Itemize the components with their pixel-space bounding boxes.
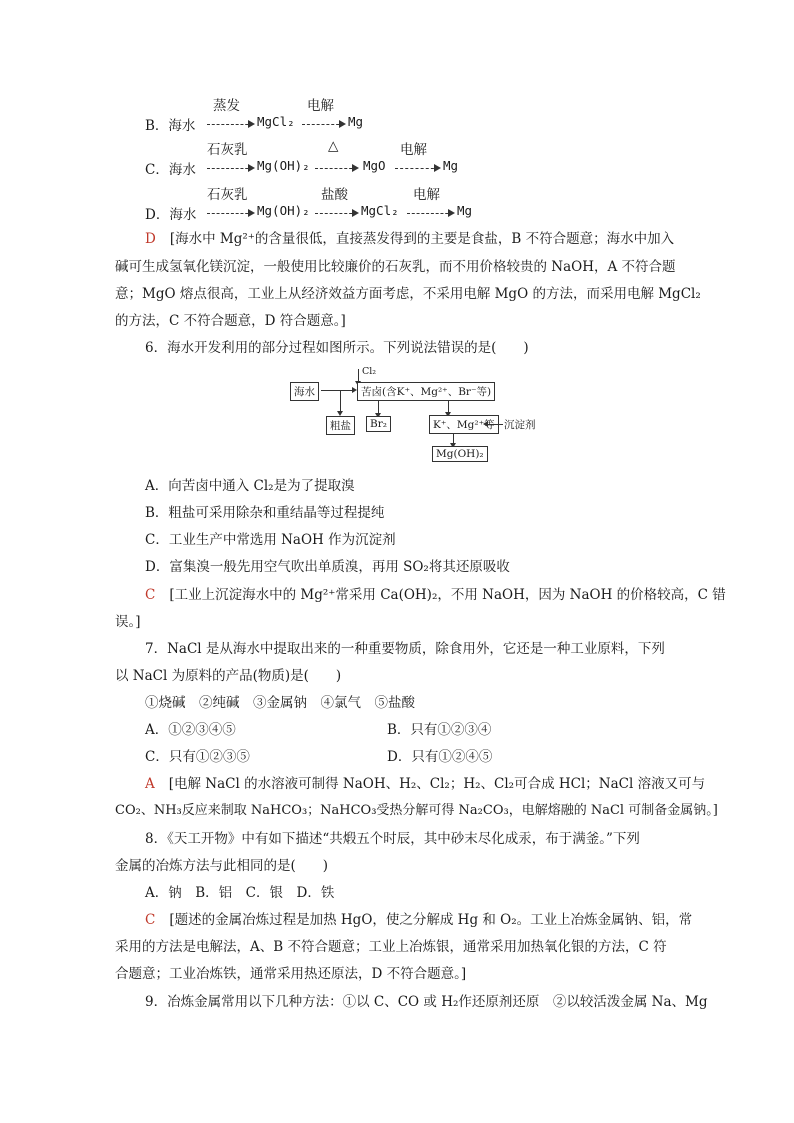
diagram-br2-box: Br₂	[366, 416, 391, 432]
q7-option-b: B．只有①②③④	[387, 722, 492, 738]
option-c-label: C．海水	[145, 162, 196, 178]
diagram-cl2-label: Cl₂	[362, 366, 377, 377]
reaction-arrow	[207, 213, 253, 214]
q7-option-d: D．只有①②④⑤	[387, 749, 493, 765]
diagram-arrow	[453, 433, 454, 444]
answer-letter: C	[145, 912, 156, 928]
q6-stem: 6．海水开发利用的部分过程如图所示。下列说法错误的是( )	[145, 340, 529, 356]
condition-label: 石灰乳	[207, 187, 248, 203]
q7-answer-line	[145, 774, 705, 794]
answer-text: [海水中 Mg²⁺的含量很低，直接蒸发得到的主要是食盐，B 不符合题意；海水中加入	[169, 231, 675, 247]
q6-option-b: B．粗盐可采用除杂和重结晶等过程提纯	[145, 505, 385, 521]
reaction-arrow	[407, 213, 453, 214]
condition-label: △	[328, 138, 339, 154]
answer-letter: A	[145, 776, 155, 792]
diagram-brine-box: 苦卤(含K⁺、Mg²⁺、Br⁻等)	[357, 382, 495, 401]
product-label: MgCl₂	[257, 114, 295, 129]
diagram-seawater-box: 海水	[290, 382, 319, 401]
q6-option-a: A．向苦卤中通入 Cl₂是为了提取溴	[145, 478, 355, 494]
q7-answer-line: CO₂、NH₃反应来制取 NaHCO₃；NaHCO₃受热分解可得 Na₂CO₃，电解熔融的 NaCl 可制备金属钠。]	[115, 803, 718, 818]
option-d-label: D．海水	[145, 207, 197, 223]
option-d-reaction	[145, 183, 485, 223]
q8-answer-line	[145, 910, 692, 930]
q8-answer-line: 合题意；工业冶炼铁，通常采用热还原法，D 不符合题意。]	[115, 966, 467, 982]
q5-answer-line: 碱可生成氢氧化镁沉淀，一般使用比较廉价的石灰乳，而不用价格较贵的 NaOH，A 不符合题	[115, 259, 676, 275]
diagram-mgoh2-box: Mg(OH)₂	[432, 446, 488, 462]
answer-letter: C	[145, 587, 156, 603]
product-label: Mg(OH)₂	[257, 203, 310, 218]
q6-answer-line	[145, 585, 726, 605]
diagram-arrow	[378, 400, 379, 414]
q6-diagram	[285, 368, 555, 463]
condition-label: 蒸发	[213, 98, 240, 114]
q7-stem: 以 NaCl 为原料的产品(物质)是( )	[115, 668, 342, 684]
option-b-label: B．海水	[145, 118, 196, 134]
diagram-precipitant-label: 沉淀剂	[504, 419, 536, 431]
answer-text: [电解 NaCl 的水溶液可制得 NaOH、H₂、Cl₂；H₂、Cl₂可合成 HCl；NaCl 溶液又可与	[168, 776, 706, 792]
diagram-arrow	[321, 390, 355, 391]
condition-label: 盐酸	[321, 187, 348, 203]
condition-label: 石灰乳	[207, 142, 248, 158]
diagram-crude-salt-box: 粗盐	[326, 416, 355, 435]
product-label: Mg	[443, 158, 459, 173]
reaction-arrow	[395, 168, 439, 169]
q8-stem: 金属的冶炼方法与此相同的是( )	[115, 858, 329, 874]
answer-text: [工业上沉淀海水中的 Mg²⁺常采用 Ca(OH)₂，不用 NaOH，因为 NaOH 的价格较高，C 错	[169, 587, 726, 603]
q7-items: ①烧碱 ②纯碱 ③金属钠 ④氯气 ⑤盐酸	[145, 695, 415, 711]
q6-option-d: D．富集溴一般先用空气吹出单质溴，再用 SO₂将其还原吸收	[145, 559, 510, 575]
q8-answer-line: 采用的方法是电解法，A、B 不符合题意；工业上冶炼银，通常采用加热氧化银的方法，C 符	[115, 939, 667, 955]
q7-option-c: C．只有①②③⑤	[145, 749, 250, 765]
q7-stem: 7．NaCl 是从海水中提取出来的一种重要物质，除食用外，它还是一种工业原料，下列	[145, 641, 665, 657]
product-label: Mg	[348, 114, 364, 129]
diagram-arrow	[340, 390, 341, 412]
reaction-arrow	[207, 168, 253, 169]
condition-label: 电解	[413, 187, 440, 203]
condition-label: 电解	[400, 142, 427, 158]
answer-letter: D	[145, 231, 156, 247]
q6-answer-line: 误。]	[115, 614, 141, 630]
q5-answer-line	[145, 229, 674, 249]
diagram-kmg-box: K⁺、Mg²⁺等	[429, 415, 499, 434]
condition-label: 电解	[307, 98, 334, 114]
q5-answer-line: 的方法，C 不符合题意，D 符合题意。]	[115, 313, 346, 329]
reaction-arrow	[315, 168, 357, 169]
q7-option-a: A．①②③④⑤	[145, 722, 236, 738]
option-b-reaction	[145, 94, 405, 134]
q6-option-c: C．工业生产中常选用 NaOH 作为沉淀剂	[145, 532, 396, 548]
q9-stem: 9．冶炼金属常用以下几种方法：①以 C、CO 或 H₂作还原剂还原 ②以较活泼金属 Na、Mg	[145, 994, 708, 1010]
product-label: MgCl₂	[361, 203, 399, 218]
q8-stem: 8．《天工开物》中有如下描述“共煅五个时辰，其中砂末尽化成汞，布于满釜。”下列	[145, 831, 640, 847]
option-c-reaction	[145, 138, 475, 178]
product-label: Mg(OH)₂	[257, 158, 310, 173]
diagram-arrow	[448, 400, 449, 413]
q8-options: A．钠 B．铝 C．银 D．铁	[145, 885, 335, 901]
reaction-arrow	[207, 124, 253, 125]
answer-text: [题述的金属冶炼过程是加热 HgO，使之分解成 Hg 和 O₂。工业上冶炼金属钠、铝，常	[169, 912, 693, 928]
product-label: MgO	[363, 158, 386, 173]
reaction-arrow	[315, 213, 357, 214]
reaction-arrow	[302, 124, 344, 125]
diagram-arrow	[358, 369, 359, 382]
diagram-arrow	[485, 424, 503, 425]
q5-answer-line: 意；MgO 熔点很高，工业上从经济效益方面考虑，不采用电解 MgO 的方法，而采用电解 MgCl₂	[115, 286, 701, 302]
product-label: Mg	[457, 203, 473, 218]
